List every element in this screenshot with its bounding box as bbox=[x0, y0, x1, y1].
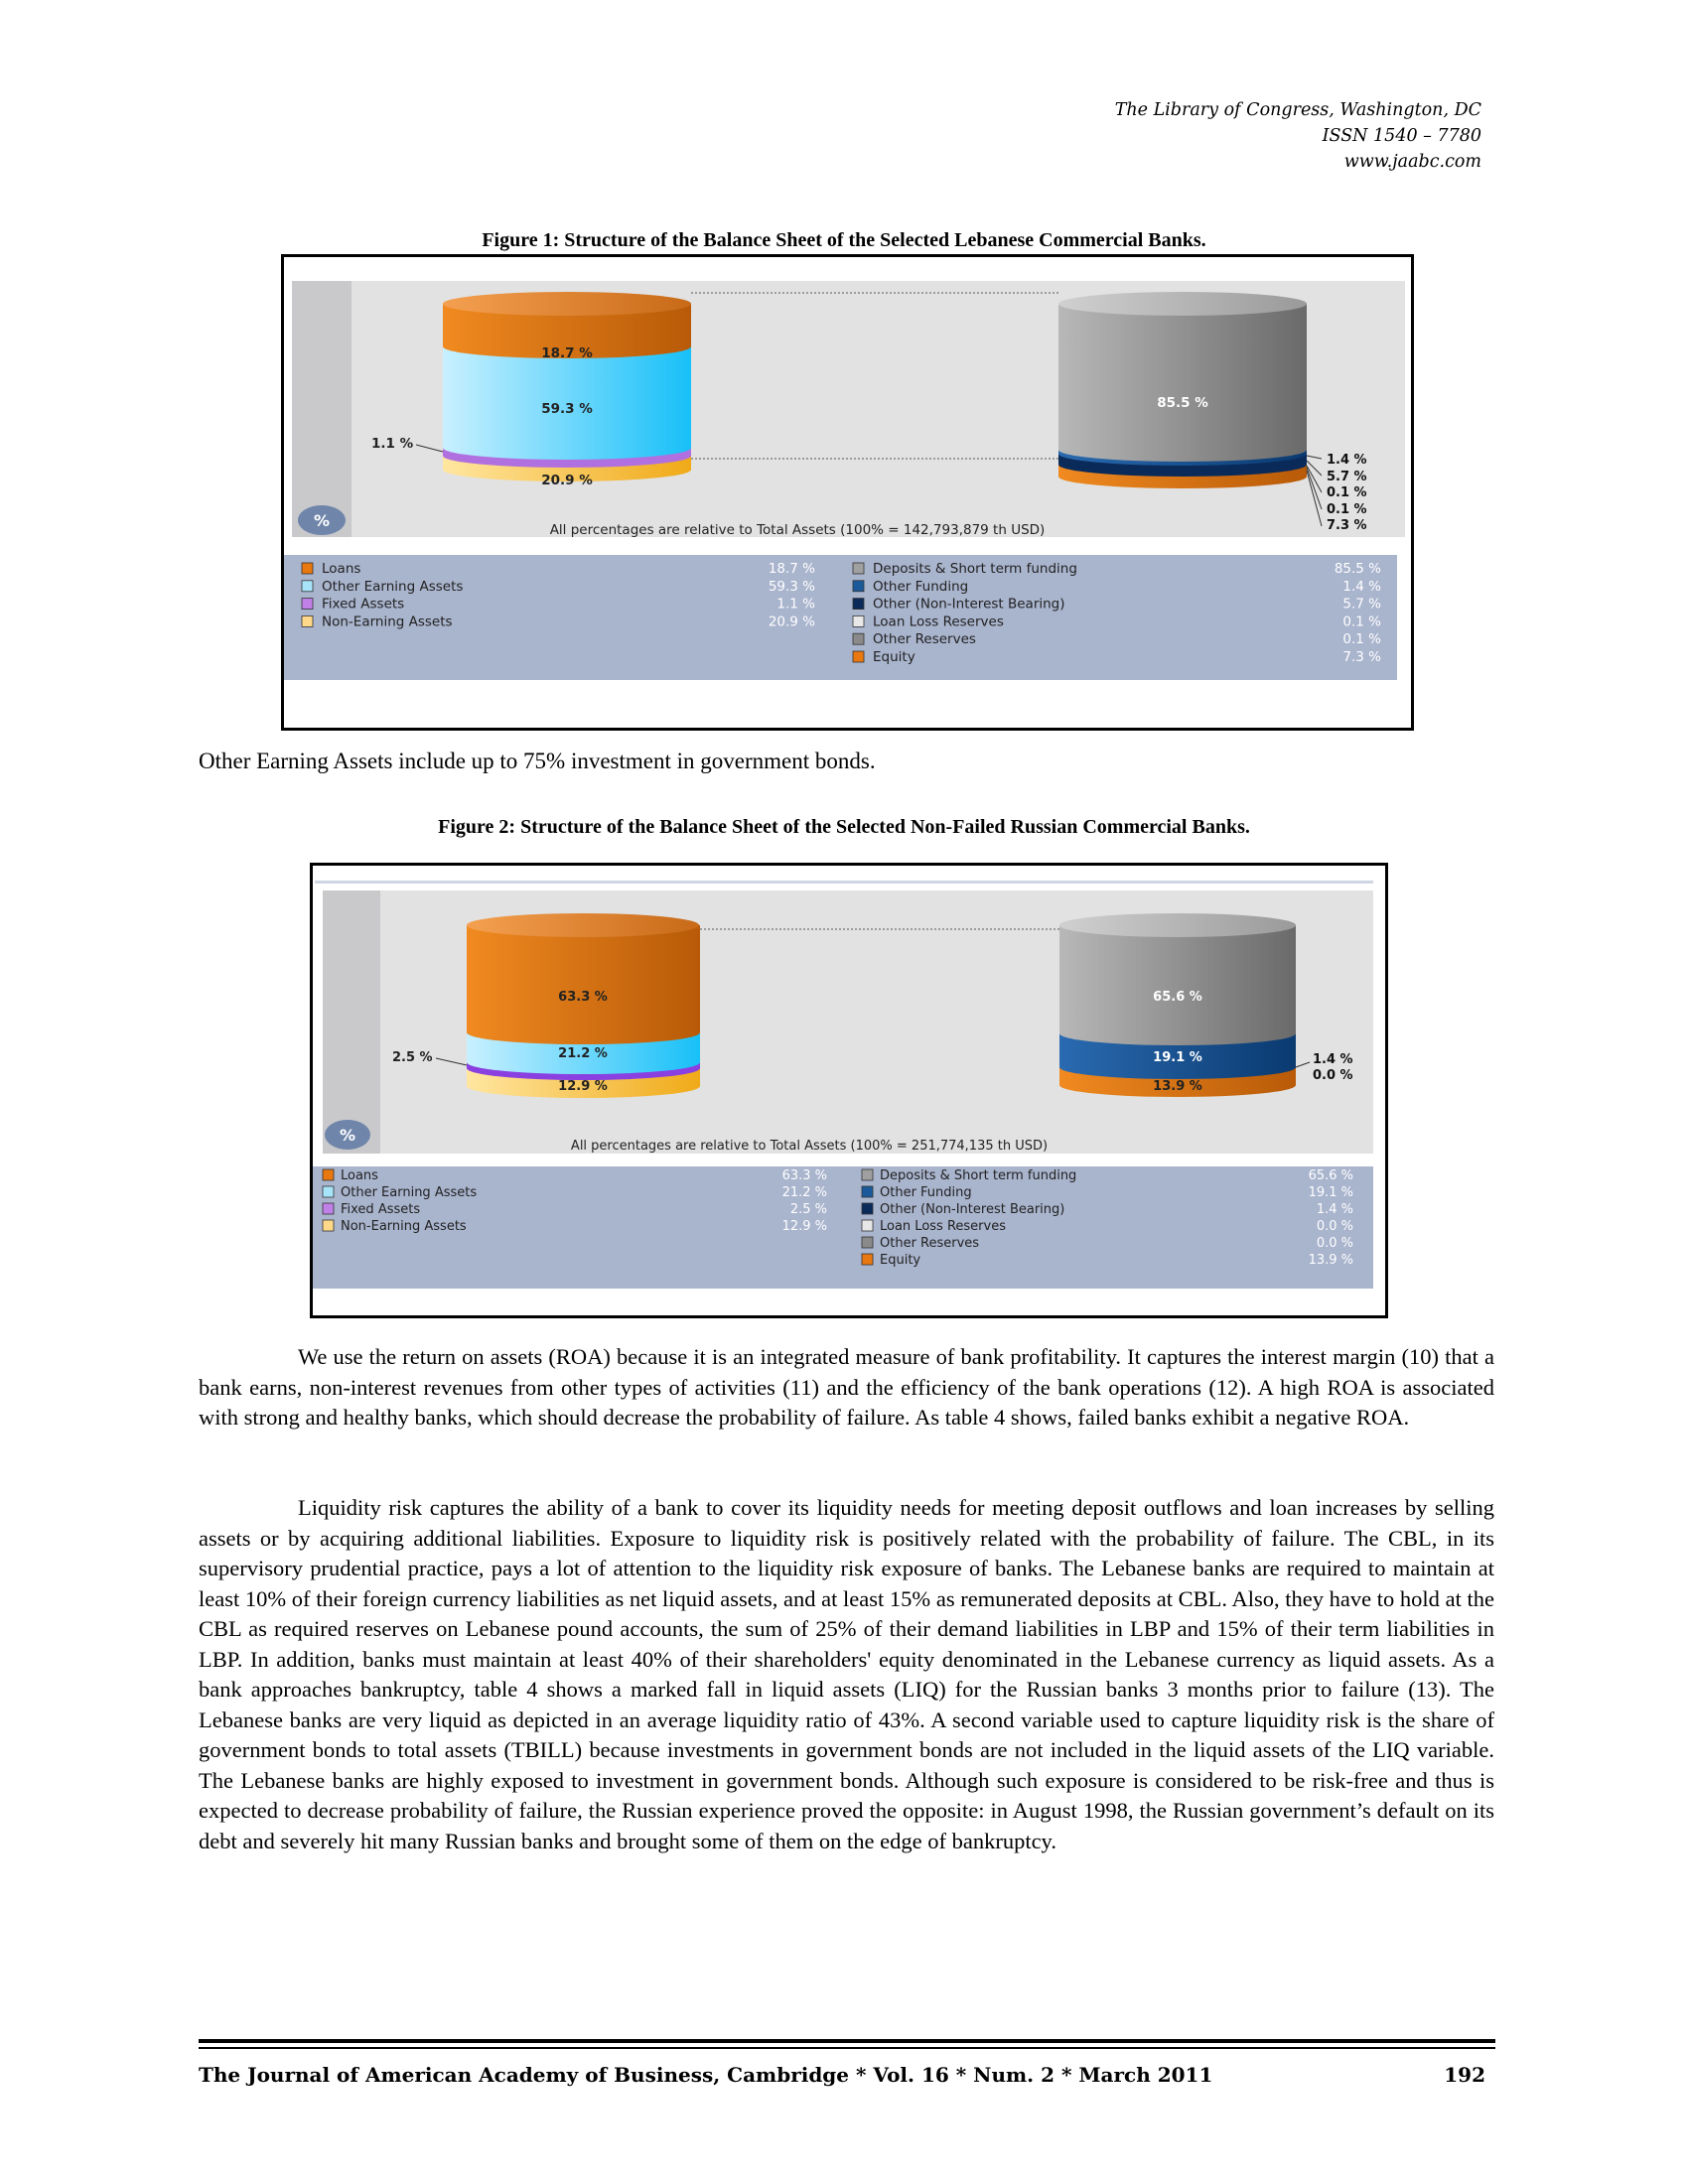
legend-value: 1.1 % bbox=[776, 596, 815, 613]
legend-label: Loans bbox=[322, 561, 361, 577]
legend-value: 18.7 % bbox=[768, 561, 815, 577]
legend-value: 7.3 % bbox=[1342, 649, 1381, 665]
legend-value: 85.5 % bbox=[1334, 561, 1381, 577]
legend-value: 21.2 % bbox=[781, 1185, 827, 1200]
legend-swatch bbox=[862, 1203, 873, 1214]
segment-deposits bbox=[1058, 304, 1307, 462]
footer-journal: The Journal of American Academy of Business, Cambridge * Vol. 16 * Num. 2 * March 2011 bbox=[199, 2063, 1213, 2087]
legend-swatch bbox=[862, 1169, 873, 1180]
figure-2-footnote: All percentages are relative to Total Assets (100% = 251,774,135 th USD) bbox=[570, 1139, 1049, 1154]
legend-swatch bbox=[862, 1237, 873, 1248]
percent-badge-text: % bbox=[313, 511, 331, 530]
figure-2 bbox=[310, 863, 1388, 1318]
legend-swatch bbox=[302, 615, 313, 626]
legend-value: 12.9 % bbox=[781, 1219, 827, 1234]
paragraph-liquidity: Liquidity risk captures the ability of a bank to cover its liquidity needs for meeting deposit outflows and loan increases by selling assets or by acquiring additional liabilities. Exposure to liquidity risk is positively related with the probability of failure. The CBL, in its supervisory prudential practice, pays a lot of attention to the liquidity risk exposure of banks. The Lebanese banks are required to maintain at least 10% of their foreign currency liabilities as net liquid assets, and at least 15% as remunerated deposits at CBL. Also, they have to hold at the CBL as required reserves on Lebanese pound accounts, the sum of 25% of their demand liabilities in LBP and 15% of their term liabilities in LBP. In addition, banks must maintain at least 40% of their shareholders' equity denominated in the Lebanese currency as liquid assets. As a bank approaches bankruptcy, table 4 shows a marked fall in liquid assets (LIQ) for the Russian banks 3 months prior to failure (13). The Lebanese banks are very liquid as depicted in an average liquidity ratio of 43%. A second variable used to capture liquidity risk is the share of government bonds to total assets (TBILL) because investments in government bonds are not included in the liquid assets of the LIQ variable. The Lebanese banks are highly exposed to investment in government bonds. Although such exposure is considered to be risk-free and thus is expected to decrease probability of failure, the Russian experience proved the opposite: in August 1998, the Russian government’s default on its debt and severely hit many Russian banks and brought some of them on the edge of bankruptcy. bbox=[199, 1495, 1494, 1853]
legend-label: Other Reserves bbox=[880, 1236, 980, 1251]
legend-swatch bbox=[853, 563, 864, 574]
cylinder-top-right bbox=[1059, 913, 1296, 937]
legend-value: 20.9 % bbox=[768, 614, 815, 630]
legend-label: Loan Loss Reserves bbox=[880, 1219, 1006, 1234]
note-text: Other Earning Assets include up to 75% investment in government bonds. bbox=[199, 749, 876, 773]
label-deposits: 85.5 % bbox=[1157, 395, 1208, 411]
label-other-earning-assets: 21.2 % bbox=[558, 1046, 608, 1061]
figure-1-footnote: All percentages are relative to Total Assets (100% = 142,793,879 th USD) bbox=[549, 522, 1046, 538]
legend-label: Other Funding bbox=[880, 1185, 972, 1200]
legend-swatch bbox=[323, 1220, 334, 1231]
legend-label: Non-Earning Assets bbox=[322, 614, 453, 630]
page-header bbox=[1115, 97, 1481, 175]
legend-value: 0.0 % bbox=[1316, 1236, 1353, 1251]
footer-rule bbox=[199, 2039, 1495, 2043]
label-r1: 1.4 % bbox=[1313, 1052, 1353, 1067]
legend-swatch bbox=[302, 599, 313, 610]
legend-label: Other (Non-Interest Bearing) bbox=[873, 596, 1065, 613]
header-line-2: ISSN 1540 – 7780 bbox=[1322, 126, 1481, 146]
legend-swatch bbox=[302, 581, 313, 592]
legend-label: Other Reserves bbox=[873, 631, 976, 648]
header-line-1: The Library of Congress, Washington, DC bbox=[1114, 100, 1481, 120]
figure-1-caption: Figure 1: Structure of the Balance Sheet of the Selected Lebanese Commercial Banks. bbox=[482, 229, 1206, 251]
label-non-earning-assets: 12.9 % bbox=[558, 1079, 608, 1094]
legend-value: 0.1 % bbox=[1342, 614, 1381, 630]
legend-value: 59.3 % bbox=[768, 578, 815, 595]
label-r2: 0.0 % bbox=[1313, 1068, 1353, 1083]
label-other-earning-assets: 59.3 % bbox=[541, 401, 593, 417]
segment-loans bbox=[467, 925, 700, 1044]
legend-swatch bbox=[323, 1169, 334, 1180]
label-deposits: 65.6 % bbox=[1153, 990, 1202, 1005]
legend-swatch bbox=[853, 615, 864, 626]
legend-swatch bbox=[853, 599, 864, 610]
plot-left-band bbox=[292, 281, 352, 537]
legend-label: Other Earning Assets bbox=[322, 578, 464, 595]
assets-cylinder bbox=[467, 913, 700, 1098]
legend-value: 5.7 % bbox=[1342, 596, 1381, 613]
legend-label: Other Earning Assets bbox=[341, 1185, 478, 1200]
liabilities-cylinder bbox=[1058, 292, 1307, 488]
percent-badge-text: % bbox=[339, 1126, 356, 1145]
header-line-3: www.jaabc.com bbox=[1343, 152, 1481, 172]
legend-swatch bbox=[853, 651, 864, 662]
page-footer bbox=[199, 2063, 1485, 2087]
label-r4: 0.1 % bbox=[1327, 502, 1367, 517]
legend-label: Deposits & Short term funding bbox=[880, 1168, 1077, 1183]
footer-rule-thin bbox=[199, 2047, 1495, 2049]
label-non-earning-assets: 20.9 % bbox=[541, 473, 593, 488]
label-loans: 63.3 % bbox=[558, 990, 608, 1005]
label-r1: 1.4 % bbox=[1327, 453, 1367, 468]
legend-swatch bbox=[853, 633, 864, 644]
legend-swatch bbox=[862, 1254, 873, 1265]
label-loans: 18.7 % bbox=[541, 345, 593, 361]
legend-label: Equity bbox=[873, 649, 915, 665]
assets-cylinder bbox=[443, 292, 691, 481]
legend-value: 65.6 % bbox=[1308, 1168, 1353, 1183]
legend-value: 1.4 % bbox=[1316, 1202, 1353, 1217]
legend-label: Deposits & Short term funding bbox=[873, 561, 1077, 577]
label-r5: 7.3 % bbox=[1327, 518, 1367, 533]
legend-swatch bbox=[323, 1186, 334, 1197]
legend-swatch bbox=[862, 1186, 873, 1197]
legend-label: Other (Non-Interest Bearing) bbox=[880, 1202, 1065, 1217]
figure-2-caption: Figure 2: Structure of the Balance Sheet of the Selected Non-Failed Russian Commercial Banks. bbox=[438, 816, 1250, 838]
legend-label: Equity bbox=[880, 1253, 921, 1268]
legend-label: Loans bbox=[341, 1168, 378, 1183]
legend-swatch bbox=[862, 1220, 873, 1231]
legend-label: Fixed Assets bbox=[322, 596, 405, 613]
figure-1-chart bbox=[284, 257, 1411, 728]
legend-value: 63.3 % bbox=[781, 1168, 827, 1183]
legend-value: 2.5 % bbox=[789, 1202, 827, 1217]
legend-value: 1.4 % bbox=[1342, 578, 1381, 595]
figure-2-chart bbox=[313, 866, 1385, 1315]
paragraph-roa: We use the return on assets (ROA) because it is an integrated measure of bank profitability. It captures the interest margin (10) that a bank earns, non-interest revenues from other types of activities (11) and the efficiency of the bank operations (12). A high ROA is associated with strong and healthy banks, which should decrease the probability of failure. As table 4 shows, failed banks exhibit a negative ROA. bbox=[199, 1344, 1494, 1430]
legend-swatch bbox=[323, 1203, 334, 1214]
label-r2: 5.7 % bbox=[1327, 470, 1367, 484]
plot-left-band bbox=[323, 890, 380, 1154]
legend-label: Loan Loss Reserves bbox=[873, 614, 1004, 630]
liabilities-cylinder bbox=[1059, 913, 1296, 1097]
legend-label: Non-Earning Assets bbox=[341, 1219, 467, 1234]
legend-value: 13.9 % bbox=[1308, 1253, 1353, 1268]
legend-value: 19.1 % bbox=[1308, 1185, 1353, 1200]
legend-value: 0.0 % bbox=[1316, 1219, 1353, 1234]
label-equity: 13.9 % bbox=[1153, 1079, 1202, 1094]
legend-label: Fixed Assets bbox=[341, 1202, 421, 1217]
cylinder-top bbox=[443, 292, 691, 316]
cylinder-top-right bbox=[1058, 292, 1307, 316]
cylinder-top bbox=[467, 913, 699, 937]
label-fixed-assets: 2.5 % bbox=[392, 1050, 433, 1065]
legend-swatch bbox=[302, 563, 313, 574]
figure-1 bbox=[281, 254, 1414, 731]
legend-value: 0.1 % bbox=[1342, 631, 1381, 648]
page-number: 192 bbox=[1444, 2063, 1485, 2087]
top-strip bbox=[315, 881, 1373, 884]
legend-swatch bbox=[853, 581, 864, 592]
segment-deposits bbox=[1059, 925, 1296, 1045]
label-other-funding: 19.1 % bbox=[1153, 1050, 1202, 1065]
label-r3: 0.1 % bbox=[1327, 485, 1367, 500]
legend-label: Other Funding bbox=[873, 578, 969, 595]
label-fixed-assets: 1.1 % bbox=[371, 436, 414, 452]
